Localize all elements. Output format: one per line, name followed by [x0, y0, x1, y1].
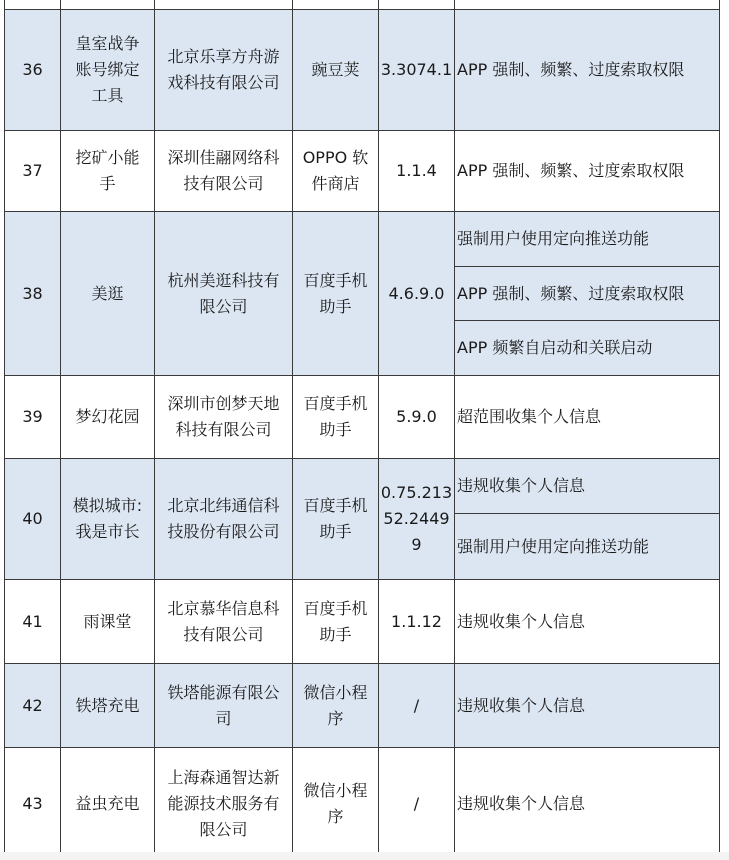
app-store: 百度手机 助手	[293, 212, 379, 376]
table-row	[5, 376, 720, 459]
app-name: 益虫充电	[61, 748, 155, 860]
app-version: 3.3074.1	[379, 10, 455, 131]
issue-text: APP 强制、频繁、过度索取权限	[455, 10, 720, 131]
issue-text: APP 频繁自启动和关联启动	[455, 321, 720, 376]
app-version: /	[379, 748, 455, 860]
company-name: 北京北纬通信科 技股份有限公司	[155, 459, 293, 580]
app-store: 百度手机 助手	[293, 580, 379, 664]
table-row	[5, 212, 720, 267]
app-version: 1.1.12	[379, 580, 455, 664]
app-name: 梦幻花园	[61, 376, 155, 459]
app-version: 1.1.4	[379, 131, 455, 212]
company-name: 深圳佳翮网络科 技有限公司	[155, 131, 293, 212]
app-name: 美逛	[61, 212, 155, 376]
issue-text: 超范围收集个人信息	[455, 376, 720, 459]
app-store: 微信小程 序	[293, 664, 379, 748]
table-row	[5, 459, 720, 514]
issue-text: 违规收集个人信息	[455, 459, 720, 514]
issue-text: APP 强制、频繁、过度索取权限	[455, 267, 720, 321]
cell-top-partial	[5, 0, 61, 10]
row-number: 42	[5, 664, 61, 748]
app-name: 挖矿小能 手	[61, 131, 155, 212]
table-row	[5, 580, 720, 664]
app-version: 0.75.213 52.2449 9	[379, 459, 455, 580]
row-number: 41	[5, 580, 61, 664]
app-name: 雨课堂	[61, 580, 155, 664]
company-name: 铁塔能源有限公 司	[155, 664, 293, 748]
table-row	[5, 664, 720, 748]
table-row	[5, 10, 720, 131]
issue-text: 违规收集个人信息	[455, 748, 720, 860]
app-name: 皇室战争 账号绑定 工具	[61, 10, 155, 131]
app-store: OPPO 软 件商店	[293, 131, 379, 212]
row-number: 37	[5, 131, 61, 212]
issue-text: 违规收集个人信息	[455, 580, 720, 664]
page-bottom-edge	[0, 852, 729, 860]
company-name: 北京乐享方舟游 戏科技有限公司	[155, 10, 293, 131]
app-version: /	[379, 664, 455, 748]
table-row	[5, 131, 720, 212]
app-store: 百度手机 助手	[293, 459, 379, 580]
row-number: 38	[5, 212, 61, 376]
app-version: 5.9.0	[379, 376, 455, 459]
issue-text: APP 强制、频繁、过度索取权限	[455, 131, 720, 212]
row-number: 36	[5, 10, 61, 131]
app-name: 铁塔充电	[61, 664, 155, 748]
row-number: 40	[5, 459, 61, 580]
app-store: 百度手机 助手	[293, 376, 379, 459]
row-number: 39	[5, 376, 61, 459]
issue-text: 强制用户使用定向推送功能	[455, 212, 720, 267]
company-name: 北京慕华信息科 技有限公司	[155, 580, 293, 664]
row-number: 43	[5, 748, 61, 860]
app-store: 豌豆荚	[293, 10, 379, 131]
app-store: 微信小程 序	[293, 748, 379, 860]
app-violation-table	[4, 0, 720, 860]
app-version: 4.6.9.0	[379, 212, 455, 376]
app-name: 模拟城市: 我是市长	[61, 459, 155, 580]
issue-text: 违规收集个人信息	[455, 664, 720, 748]
table-row	[5, 748, 720, 860]
issue-text: 强制用户使用定向推送功能	[455, 514, 720, 580]
company-name: 上海森通智达新 能源技术服务有 限公司	[155, 748, 293, 860]
company-name: 杭州美逛科技有 限公司	[155, 212, 293, 376]
company-name: 深圳市创梦天地 科技有限公司	[155, 376, 293, 459]
